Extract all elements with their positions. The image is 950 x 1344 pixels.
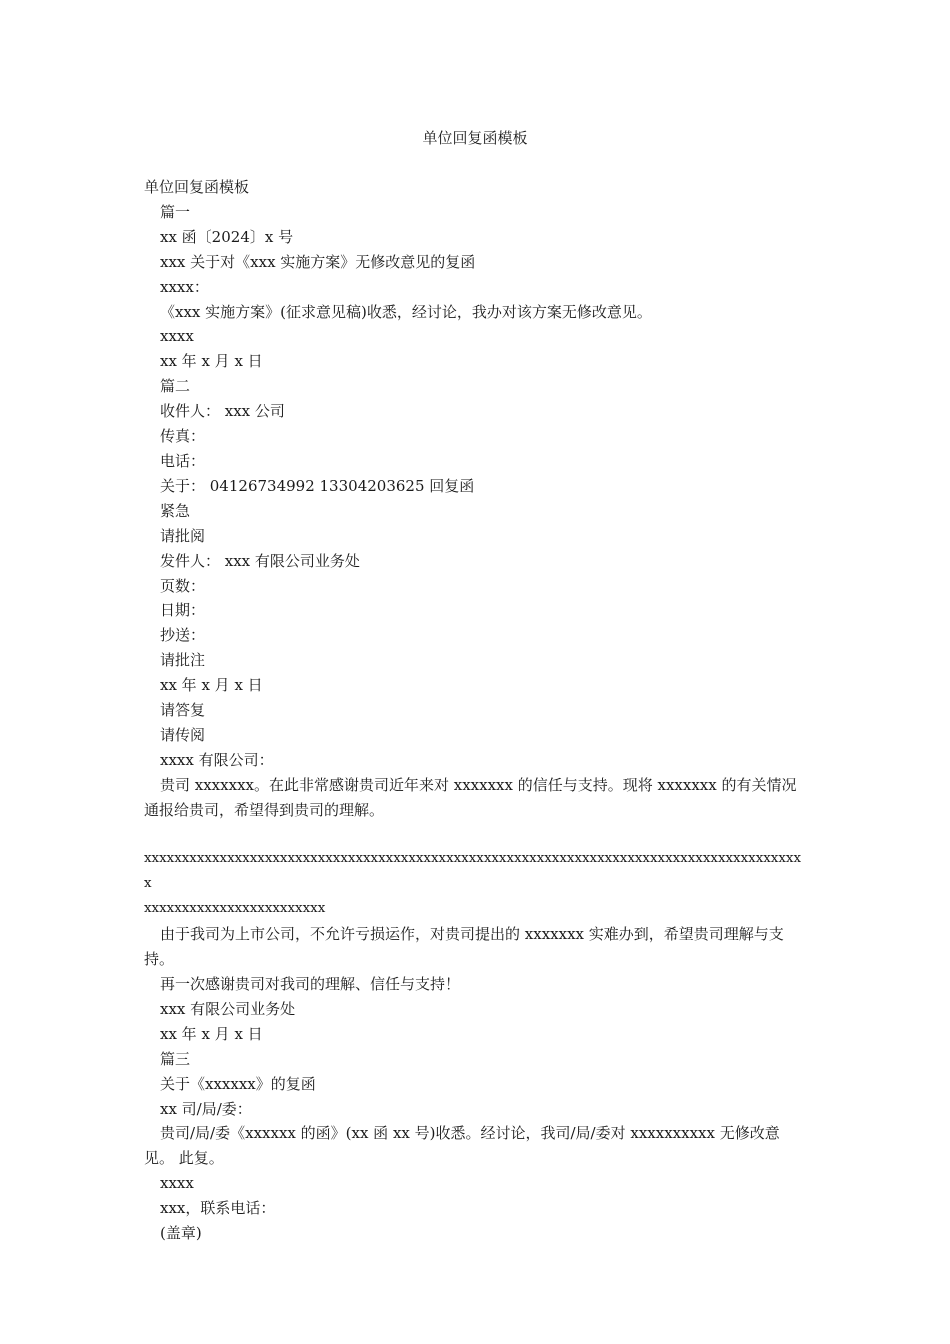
letter-date: xx 年 x 月 x 日 xyxy=(160,1024,263,1043)
letter-body: 贵司 xxxxxxx。在此非常感谢贵司近年来对 xxxxxxx 的信任与支持。现将 xxxxxxx 的有关情况通报给贵司，希望得到贵司的理解。 xyxy=(144,775,797,819)
letter-salutation: xxxx： xyxy=(160,277,209,296)
contact-line: xxx，联系电话： xyxy=(160,1199,276,1218)
letter-date: xx 年 x 月 x 日 xyxy=(160,676,263,695)
placeholder-line: xxxxxxxxxxxxxxxxxxxxxxxxxxxxxxxxxxxxxxxxxxxxxxxxxxxxxxxxxxxxxxxxxxxxxxxxxxxxxxxxxxxxxxxx xyxy=(144,851,802,892)
letter-signature: xxx 有限公司业务处 xyxy=(160,999,296,1018)
fax-number: 传真： xyxy=(160,427,206,446)
please-review-flag: 请批阅 xyxy=(160,526,206,545)
section-label: 篇三 xyxy=(160,1049,191,1068)
blank-line xyxy=(144,823,806,848)
letter-subject: 关于《xxxxxx》的复函 xyxy=(160,1074,316,1093)
phone-number: 电话： xyxy=(160,451,206,470)
letter-signature: xxxx xyxy=(160,1174,194,1193)
page-count: 页数： xyxy=(160,576,206,595)
section-label: 篇二 xyxy=(160,377,191,396)
letter-signature: xxxx xyxy=(160,327,194,346)
letter-salutation: xxxx 有限公司： xyxy=(160,750,274,769)
fax-sender: 发件人： xxx 有限公司业务处 xyxy=(160,551,360,570)
please-circulate-flag: 请传阅 xyxy=(160,725,206,744)
document-body xyxy=(144,175,806,1246)
letter-body: 再一次感谢贵司对我司的理解、信任与支持！ xyxy=(160,974,461,993)
fax-cc: 抄送： xyxy=(160,626,206,645)
fax-about: 关于： 04126734992 13304203625 回复函 xyxy=(160,476,475,495)
please-reply-flag: 请答复 xyxy=(160,701,206,720)
fax-date: 日期： xyxy=(160,601,206,620)
reference-number: xx 函〔2024〕x 号 xyxy=(160,227,294,246)
document-heading: 单位回复函模板 xyxy=(144,178,250,196)
placeholder-line: xxxxxxxxxxxxxxxxxxxxxxxx xyxy=(144,901,326,917)
letter-body: 《xxx 实施方案》(征求意见稿)收悉，经讨论，我办对该方案无修改意见。 xyxy=(160,302,652,321)
please-comment-flag: 请批注 xyxy=(160,651,206,670)
letter-body: 由于我司为上市公司，不允许亏损运作，对贵司提出的 xxxxxxx 实难办到，希望贵司理解与支持。 xyxy=(144,925,784,969)
letter-salutation: xx 司/局/委： xyxy=(160,1099,252,1118)
document-title: 单位回复函模板 xyxy=(422,129,528,147)
seal-note: (盖章) xyxy=(160,1224,202,1243)
section-label: 篇一 xyxy=(160,202,191,221)
letter-subject: xxx 关于对《xxx 实施方案》无修改意见的复函 xyxy=(160,252,476,271)
letter-body: 贵司/局/委《xxxxxx 的函》(xx 函 xx 号)收悉。经讨论，我司/局/委对 xxxxxxxxxx 无修改意见。 此复。 xyxy=(144,1124,780,1168)
fax-recipient: 收件人： xxx 公司 xyxy=(160,402,285,421)
urgent-flag: 紧急 xyxy=(160,501,191,520)
letter-date: xx 年 x 月 x 日 xyxy=(160,352,263,371)
